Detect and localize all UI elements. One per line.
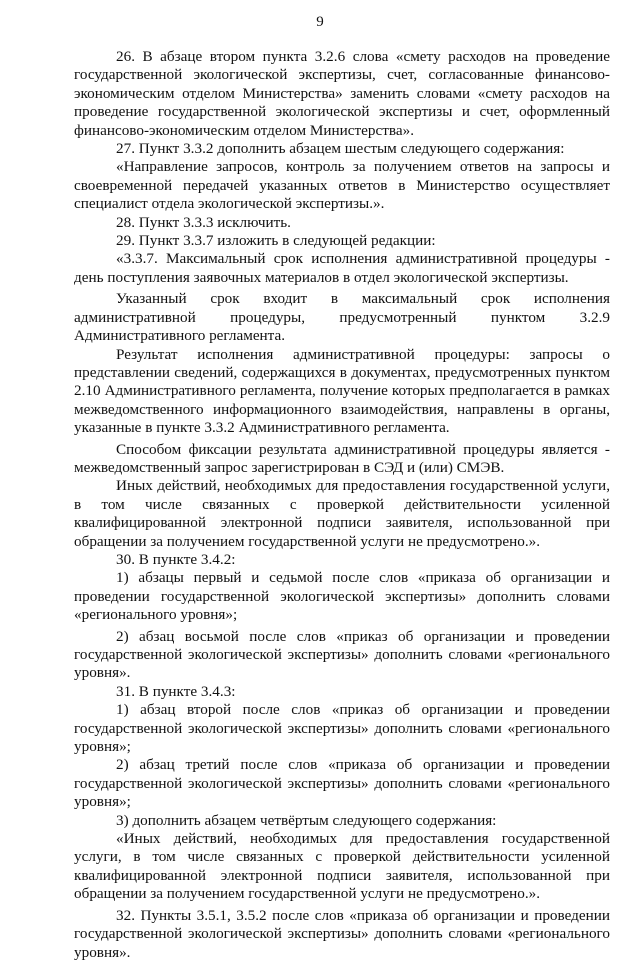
paragraph-fixation: Способом фиксации результата административной процедуры является - межведомственный запрос зарегистрирован в СЭД и (или) СМЭВ. [74,440,610,476]
paragraph-quote-other-actions: «Иных действий, необходимых для предоставления государственной услуги, в том числе связанных с проверкой действительности усиленной квалифицированной электронной подписи заявителя, использованной при обращении за получением государственной услуги не предусмотрено.». [74,830,610,903]
paragraph-item-26: 26. В абзаце втором пункта 3.2.6 слова «смету расходов на проведение государственной экологической экспертизы, счет, согласованные финансово-экономическим отделом Министерства» заменить словами «смету расходов на проведение государственной экологической экспертизы и счет, оформленный финансово-экономическим отделом Министерства». [74,48,610,139]
paragraph-deadline: Указанный срок входит в максимальный срок исполнения административной процедуры, предусмотренный пунктом 3.2.9 Административного регламента. [74,290,610,345]
paragraph-item-31-3: 3) дополнить абзацем четвёртым следующего содержания: [116,811,497,829]
paragraph-item-31: 31. В пункте 3.4.3: [116,682,236,700]
paragraph-item-27: 27. Пункт 3.3.2 дополнить абзацем шестым следующего содержания: [116,140,565,158]
paragraph-item-31-1: 1) абзац второй после слов «приказ об организации и проведении государственной экологической экспертизы» дополнить словами «регионального уровня»; [74,701,610,756]
paragraph-other-actions: Иных действий, необходимых для предоставления государственной услуги, в том числе связанных с проверкой действительности усиленной квалифицированной электронной подписи заявителя, использованной при обращении за получением государственной услуги не предусмотрено.». [74,477,610,550]
paragraph-quote-3-3-2: «Направление запросов, контроль за получением ответов на запросы и своевременной передачей указанных ответов в Министерство осуществляет специалист отдела экологической экспертизы.». [74,158,610,213]
paragraph-item-30-2: 2) абзац восьмой после слов «приказ об организации и проведении государственной экологической экспертизы» дополнить словами «регионального уровня». [74,627,610,682]
paragraph-item-30: 30. В пункте 3.4.2: [116,550,236,568]
paragraph-item-28: 28. Пункт 3.3.3 исключить. [116,213,291,231]
page-number: 9 [316,14,324,30]
paragraph-result: Результат исполнения административной процедуры: запросы о представлении сведений, содержащихся в документах, предусмотренных пунктом 2.10 Административного регламента, получение которых предполагается в рамках межведомственного информационного взаимодействия, направлены в органы, указанные в пункте 3.3.2 Административного регламента. [74,345,610,437]
paragraph-quote-3-3-7: «3.3.7. Максимальный срок исполнения административной процедуры - день поступления заявочных материалов в отдел экологической экспертизы. [74,250,610,286]
paragraph-item-30-1: 1) абзацы первый и седьмой после слов «приказа об организации и проведении государственной экологической экспертизы» дополнить словами «регионального уровня»; [74,569,610,624]
paragraph-item-31-2: 2) абзац третий после слов «приказа об организации и проведении государственной экологической экспертизы» дополнить словами «регионального уровня»; [74,756,610,811]
paragraph-item-29: 29. Пункт 3.3.7 изложить в следующей редакции: [116,232,436,250]
paragraph-item-32: 32. Пункты 3.5.1, 3.5.2 после слов «приказа об организации и проведении государственной экологической экспертизы» дополнить словами «регионального уровня». [74,906,610,961]
document-body [74,48,610,962]
